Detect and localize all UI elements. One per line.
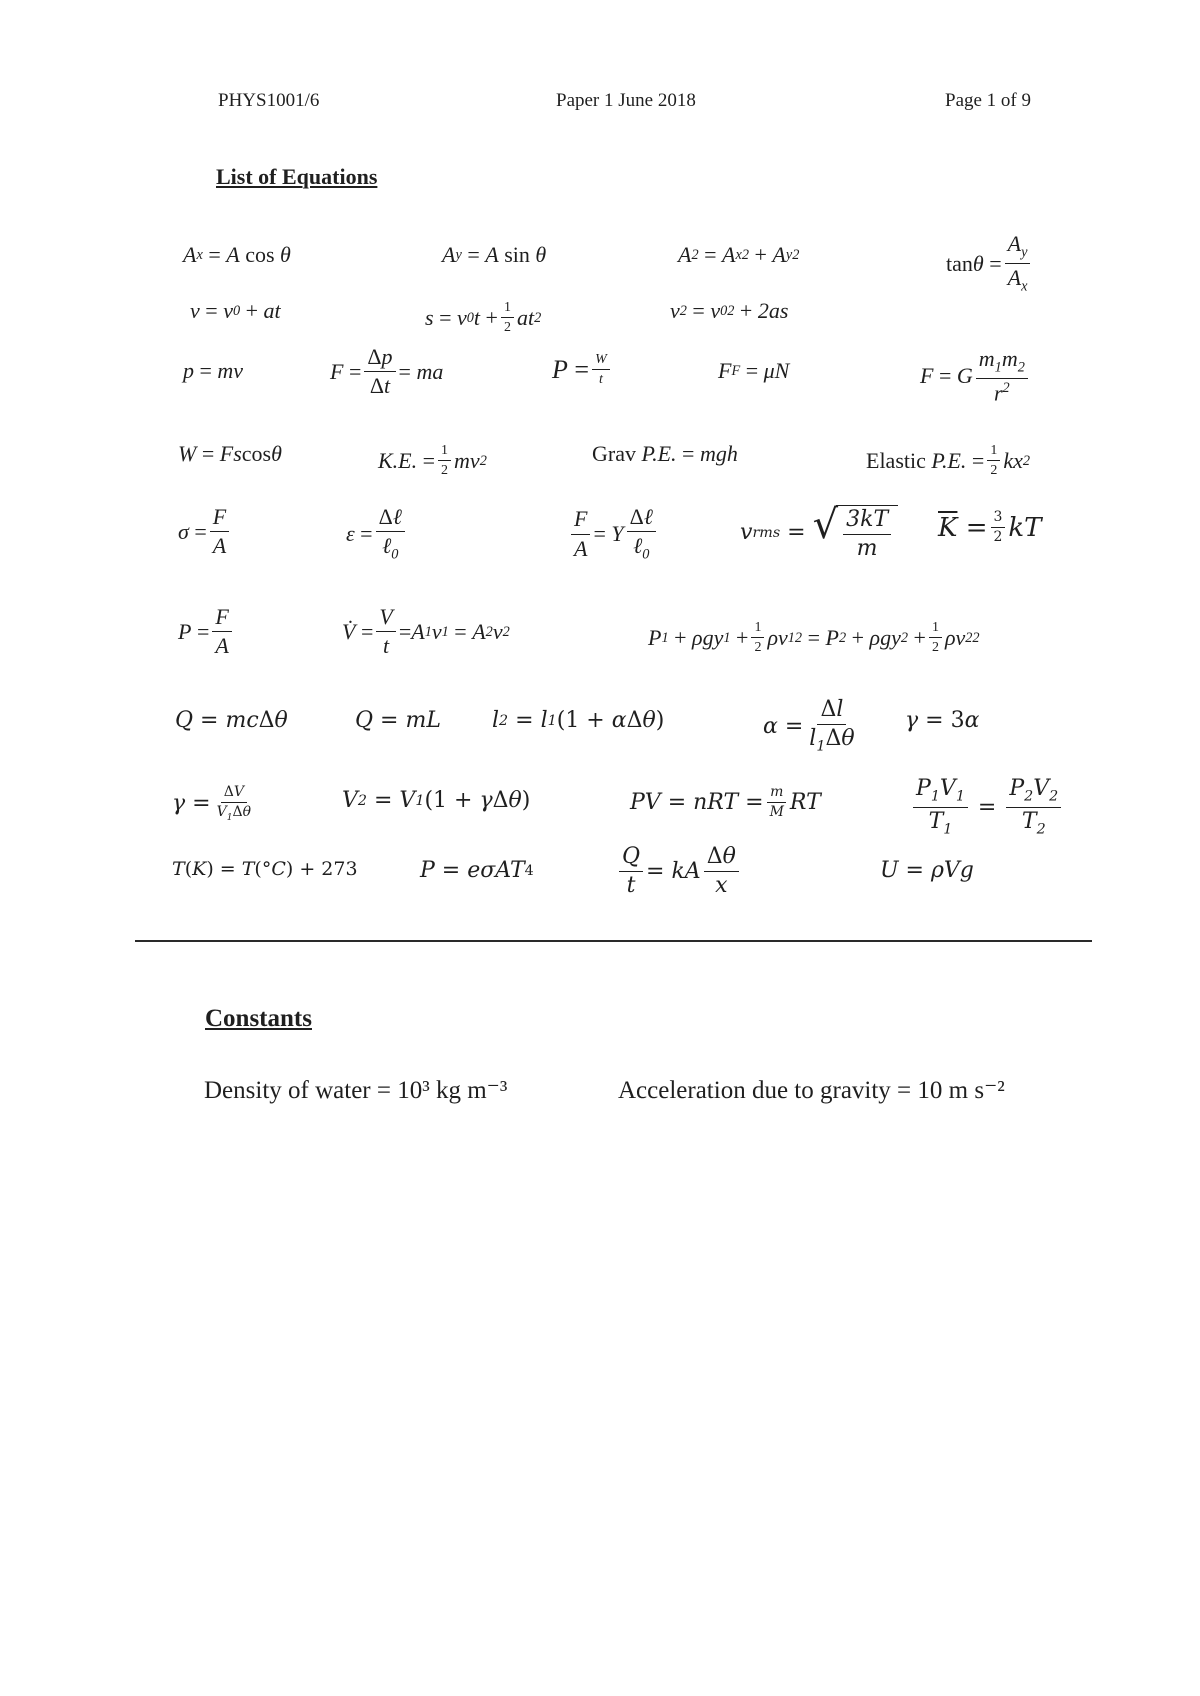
equation-displacement: s = v 0 t + $\frac{1}{2}$ at 2 [425,300,542,336]
equation-alpha: α = $\frac{\Delta l}{l_1\Delta\theta}$ [763,697,855,755]
equation-vrms: v rms = √ $\frac{3kT}{m}$ [740,505,898,561]
equations-title: List of Equations [216,164,378,189]
equation-upthrust: U = ρVg [880,858,974,883]
equation-specific-heat: Q = mc Δ θ [175,708,288,733]
equation-youngs-modulus: $\frac{F}{A}$ = Y $\frac{\text{Δℓ}}{\ell_0}$ [568,505,659,563]
equation-strain: ε = $\frac{\text{Δℓ}}{\ell_0}$ [346,505,408,563]
equation-conduction: $\frac{Q}{t}$ = kA $\frac{\Delta\theta}{x}$ [616,845,742,898]
equation-force: F = $\frac{\Delta p}{\Delta t}$ = ma [330,344,444,399]
equation-ideal-gas: PV = nRT = $\frac{m}{M}$ RT [630,784,821,821]
equation-a-squared: A 2 = A x 2 + A y 2 [678,242,800,267]
equation-kelvin: T ( K ) = T (° C ) + 273 [172,858,358,880]
equation-linear-expansion: l 2 = l 1 (1 + α Δ θ ) [492,708,665,733]
section-divider [135,940,1092,942]
constants-title: Constants [205,1005,312,1032]
equation-radiation: P = eσAT 4 [420,858,534,883]
equation-kbar: $\overline{K}$ = $\frac{3}{2}$ kT [938,509,1042,546]
equation-v-squared: v 2 = v 0 2 + 2as [670,298,789,323]
equation-elastic-pe: Elastic P.E. = $\frac{1}{2}$ kx 2 [866,443,1031,479]
equation-volume-expansion: V 2 = V 1 (1 + γ Δ θ ) [342,788,531,813]
equation-gravitation: F = G $\frac{m_1m_2}{r^2}$ [920,347,1031,406]
equation-gamma-alpha: γ = 3 α [905,708,980,733]
equation-v-at: v = v 0 + at [190,298,281,323]
paper-date: Paper 1 June 2018 [556,90,696,111]
equation-ax: A x = A cos θ [183,242,291,267]
constant-gravity: Acceleration due to gravity = 10 m s⁻² [618,1077,1005,1104]
page-number: Page 1 of 9 [945,90,1032,111]
equation-latent-heat: Q = mL [355,708,441,733]
equation-pressure: P = $\frac{F}{A}$ [178,605,235,658]
equation-combined-gas: $\frac{P_1V_1}{T_1}$ = $\frac{P_2V_2}{T_2}$ [910,777,1064,838]
equation-flow-rate: V̇ = $\frac{V}{t}$ = A 1 v 1 = A 2 v 2 [342,604,510,659]
equation-stress: σ = $\frac{F}{A}$ [178,505,232,558]
equation-ay: A y = A sin θ [442,242,547,267]
equation-gamma: γ = $\frac{\Delta V}{V_1\Delta\theta}$ [172,784,252,824]
equation-friction: F F = μN [718,358,790,383]
equation-tan: tan θ = $\frac{A_y}{A_x}$ [946,232,1033,295]
course-code: PHYS1001/6 [218,90,320,111]
equation-kinetic-energy: K.E. = $\frac{1}{2}$ mv 2 [378,443,487,479]
equation-power: P = $\frac{W}{t}$ [552,352,613,388]
constant-density-of-water: Density of water = 10³ kg m⁻³ [204,1077,508,1104]
equation-grav-pe: Grav P.E. = mgh [592,441,738,466]
equation-work: W = Fs cos θ [178,441,282,466]
equation-bernoulli: P 1 + ρgy 1 + $\frac{1}{2}$ ρv 1 2 = P 2 + ρgy 2 + $\frac{1}{2}$ ρv 2 2 [648,620,980,656]
equation-momentum: p = mv [183,358,244,383]
